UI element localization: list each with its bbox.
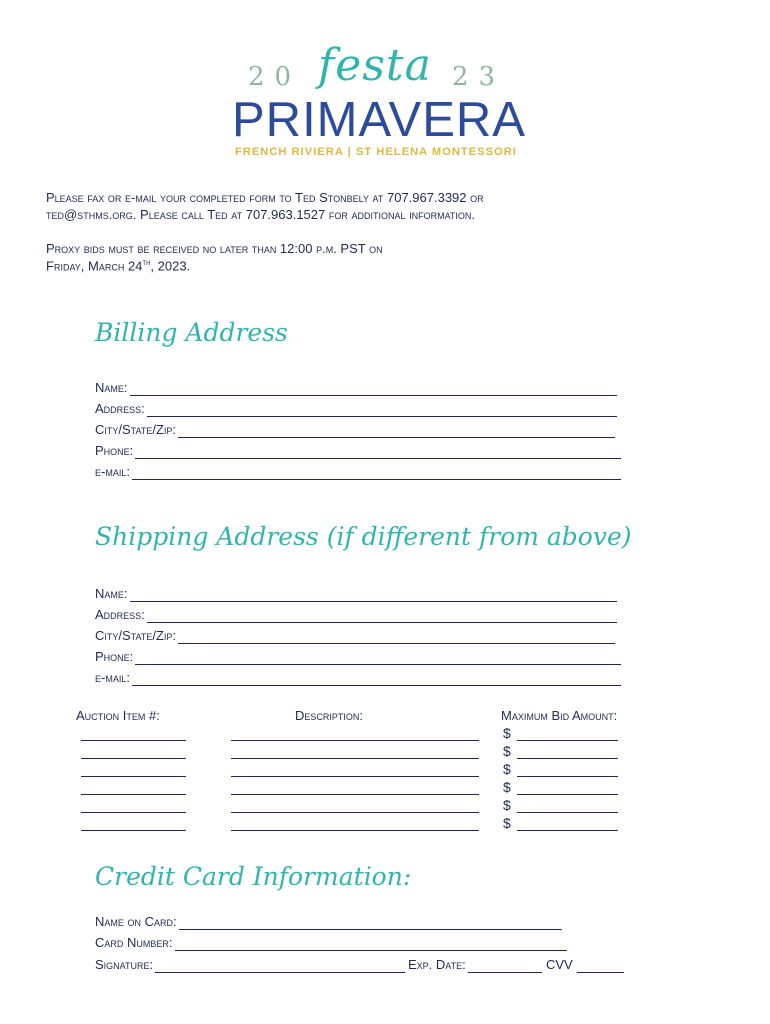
deadline-line-2 [46, 258, 190, 273]
billing-email-label: e-mail: [95, 464, 130, 479]
billing-phone-label: Phone: [95, 443, 134, 458]
description-header: Description: [295, 708, 364, 723]
max-bid-line[interactable] [517, 758, 618, 759]
description-line[interactable] [231, 830, 479, 831]
billing-name-line[interactable] [130, 381, 617, 396]
description-line[interactable] [231, 776, 479, 777]
shipping-name-line[interactable] [130, 587, 617, 602]
max-bid-line[interactable] [517, 830, 618, 831]
shipping-email-field[interactable] [95, 666, 621, 686]
description-line[interactable] [231, 758, 479, 759]
billing-name-label: Name: [95, 380, 128, 395]
shipping-phone-line[interactable] [135, 650, 621, 665]
signature-label: Signature: [95, 957, 154, 972]
shipping-heading: Shipping Address (if different from above) [95, 522, 632, 551]
cvv-line[interactable] [577, 958, 624, 973]
description-line[interactable] [231, 794, 479, 795]
billing-phone-line[interactable] [135, 444, 621, 459]
shipping-city-field[interactable] [95, 624, 615, 644]
cvv-label: CVV [546, 957, 573, 972]
deadline-year: , 2023. [150, 258, 191, 274]
deadline-date-suffix: th [142, 258, 151, 267]
shipping-address-line[interactable] [147, 608, 617, 623]
cvv-field[interactable] [546, 953, 624, 973]
shipping-phone-label: Phone: [95, 649, 134, 664]
auction-item-line[interactable] [81, 794, 186, 795]
auction-item-line[interactable] [81, 830, 186, 831]
shipping-address-label: Address: [95, 607, 145, 622]
dollar-sign: $ [503, 761, 511, 777]
auction-item-line[interactable] [81, 740, 186, 741]
intro-line-1: Please fax or e-mail your completed form to Ted Stonbely at 707.967.3392 or [46, 190, 484, 205]
shipping-address-field[interactable] [95, 603, 617, 623]
shipping-city-label: City/State/Zip: [95, 628, 177, 643]
billing-email-line[interactable] [132, 465, 621, 480]
billing-city-label: City/State/Zip: [95, 422, 177, 437]
billing-name-field[interactable] [95, 376, 617, 396]
dollar-sign: $ [503, 725, 511, 741]
credit-card-heading: Credit Card Information: [95, 862, 412, 891]
card-number-field[interactable] [95, 931, 567, 951]
signature-field[interactable] [95, 953, 405, 973]
dollar-sign: $ [503, 779, 511, 795]
billing-city-field[interactable] [95, 418, 615, 438]
dollar-sign: $ [503, 743, 511, 759]
shipping-name-label: Name: [95, 586, 128, 601]
billing-address-field[interactable] [95, 397, 617, 417]
deadline-date: Friday, March 24 [46, 258, 143, 274]
max-bid-line[interactable] [517, 740, 618, 741]
auction-item-header: Auction Item #: [76, 708, 160, 723]
dollar-sign: $ [503, 797, 511, 813]
logo-primavera: PRIMAVERA [232, 93, 526, 147]
card-number-line[interactable] [175, 936, 567, 951]
shipping-email-label: e-mail: [95, 670, 130, 685]
card-name-line[interactable] [179, 915, 562, 930]
logo-tagline: FRENCH RIVIERA | ST HELENA MONTESSORI [235, 146, 517, 158]
billing-phone-field[interactable] [95, 439, 621, 459]
billing-city-line[interactable] [178, 423, 615, 438]
billing-heading: Billing Address [95, 318, 288, 347]
billing-email-field[interactable] [95, 460, 621, 480]
shipping-email-line[interactable] [132, 671, 621, 686]
auction-item-line[interactable] [81, 812, 186, 813]
max-bid-line[interactable] [517, 812, 618, 813]
exp-date-field[interactable] [408, 953, 542, 973]
intro-line-2: ted@sthms.org. Please call Ted at 707.963.1527 for additional information. [46, 207, 476, 222]
exp-date-label: Exp. Date: [408, 957, 466, 972]
max-bid-line[interactable] [517, 794, 618, 795]
card-name-field[interactable] [95, 910, 562, 930]
card-number-label: Card Number: [95, 935, 173, 950]
logo-year-right: 23 [452, 62, 506, 92]
card-name-label: Name on Card: [95, 914, 177, 929]
deadline-line-1: Proxy bids must be received no later than 12:00 p.m. PST on [46, 241, 383, 256]
billing-address-line[interactable] [147, 402, 617, 417]
description-line[interactable] [231, 740, 479, 741]
dollar-sign: $ [503, 815, 511, 831]
auction-item-line[interactable] [81, 758, 186, 759]
festa-primavera-logo [0, 40, 770, 170]
max-bid-line[interactable] [517, 776, 618, 777]
logo-festa: festa [318, 40, 432, 91]
billing-address-label: Address: [95, 401, 145, 416]
max-bid-header: Maximum Bid Amount: [501, 708, 618, 723]
signature-line[interactable] [155, 958, 405, 973]
logo-year-left: 20 [248, 62, 302, 92]
shipping-name-field[interactable] [95, 582, 617, 602]
exp-date-line[interactable] [468, 958, 542, 973]
shipping-city-line[interactable] [178, 629, 615, 644]
auction-item-line[interactable] [81, 776, 186, 777]
description-line[interactable] [231, 812, 479, 813]
shipping-phone-field[interactable] [95, 645, 621, 665]
